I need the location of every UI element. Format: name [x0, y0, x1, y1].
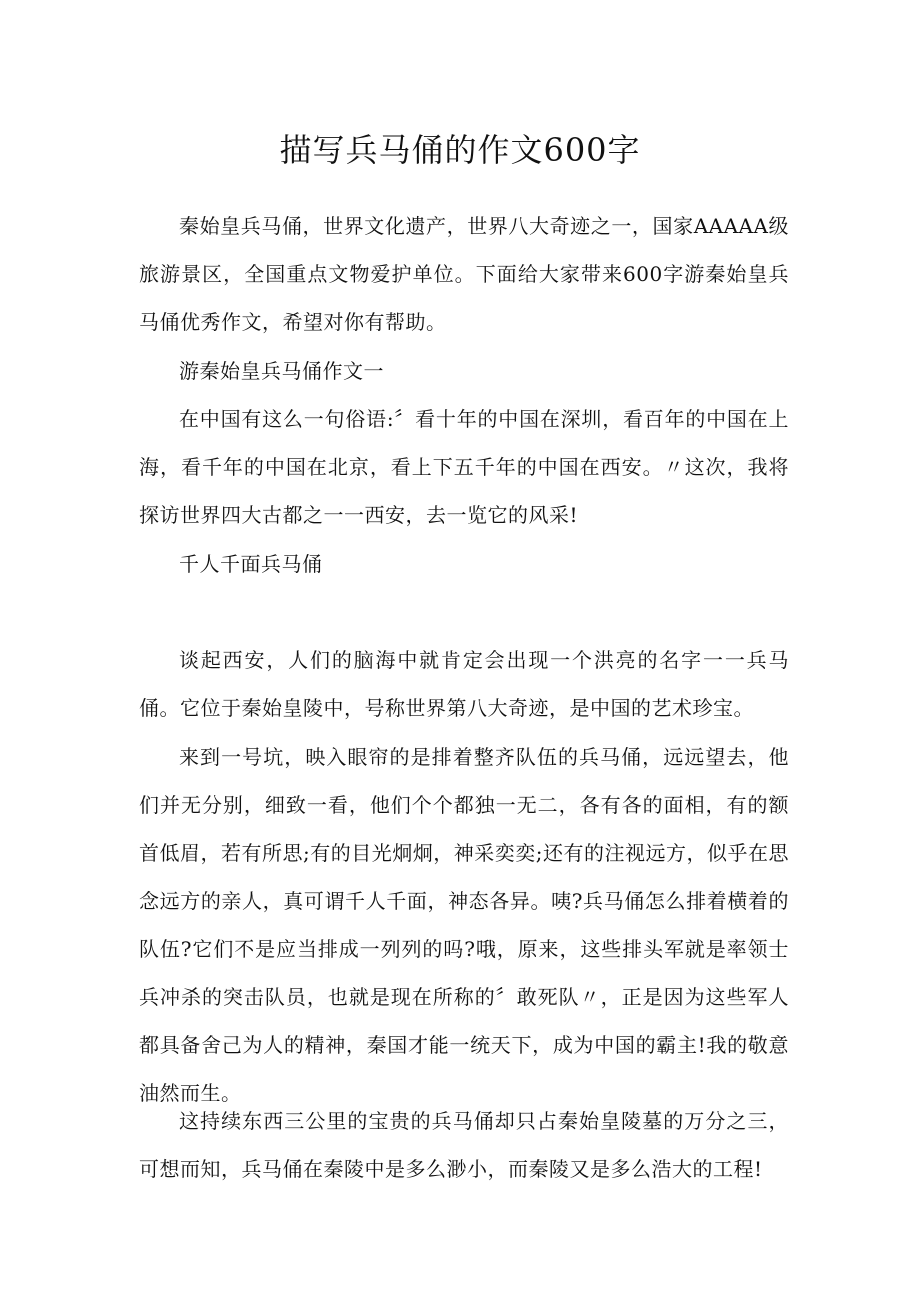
- paragraph-intro: [139, 202, 789, 346]
- paragraph-pit-one: [139, 733, 789, 1117]
- paragraph-mausoleum: [139, 1097, 789, 1193]
- paragraph-text: 谈起西安，人们的脑海中就肯定会出现一个洪亮的名字一一兵马俑。它位于秦始皇陵中，号称世界第八大奇迹，是中国的艺术珍宝。: [139, 648, 789, 720]
- paragraph-proverb: [139, 395, 789, 539]
- section-heading-thousand-faces: [139, 540, 789, 588]
- paragraph-text: 这持续东西三公里的宝贵的兵马俑却只占秦始皇陵墓的万分之三，可想而知，兵马俑在秦陵中是多么渺小，而秦陵又是多么浩大的工程!: [139, 1109, 789, 1181]
- paragraph-text: 在中国有这么一句俗语:〞看十年的中国在深圳，看百年的中国在上海，看千年的中国在北京，看上下五千年的中国在西安。〃这次，我将探访世界四大古都之一一西安，去一览它的风采!: [139, 407, 789, 527]
- heading-text: 游秦始皇兵马俑作文一: [179, 359, 384, 383]
- paragraph-text: 来到一号坑，映入眼帘的是排着整齐队伍的兵马俑，远远望去，他们并无分别，细致一看，他们个个都独一无二，各有各的面相，有的额首低眉，若有所思;有的目光炯炯，神采奕奕;还有的注视远方，似乎在思念远方的亲人，真可谓千人千面，神态各异。咦?兵马俑怎么排着横着的队伍?它们不是应当排成一列列的吗?哦，原来，这些排头军就是率领士兵冲杀的突击队员，也就是现在所称的〞敢死队〃，正是因为这些军人都具备舍己为人的精神，秦国才能一统天下，成为中国的霸主!我的敬意油然而生。: [139, 745, 789, 1105]
- paragraph-xian: [139, 636, 789, 732]
- heading-text: 千人千面兵马俑: [179, 552, 323, 576]
- document-title: 描写兵马俑的作文600字: [279, 131, 641, 169]
- section-heading-essay-one: [139, 347, 789, 395]
- paragraph-text: 秦始皇兵马俑，世界文化遗产，世界八大奇迹之一，国家AAAAA级旅游景区，全国重点文物爱护单位。下面给大家带来600字游秦始皇兵马俑优秀作文，希望对你有帮助。: [139, 214, 789, 334]
